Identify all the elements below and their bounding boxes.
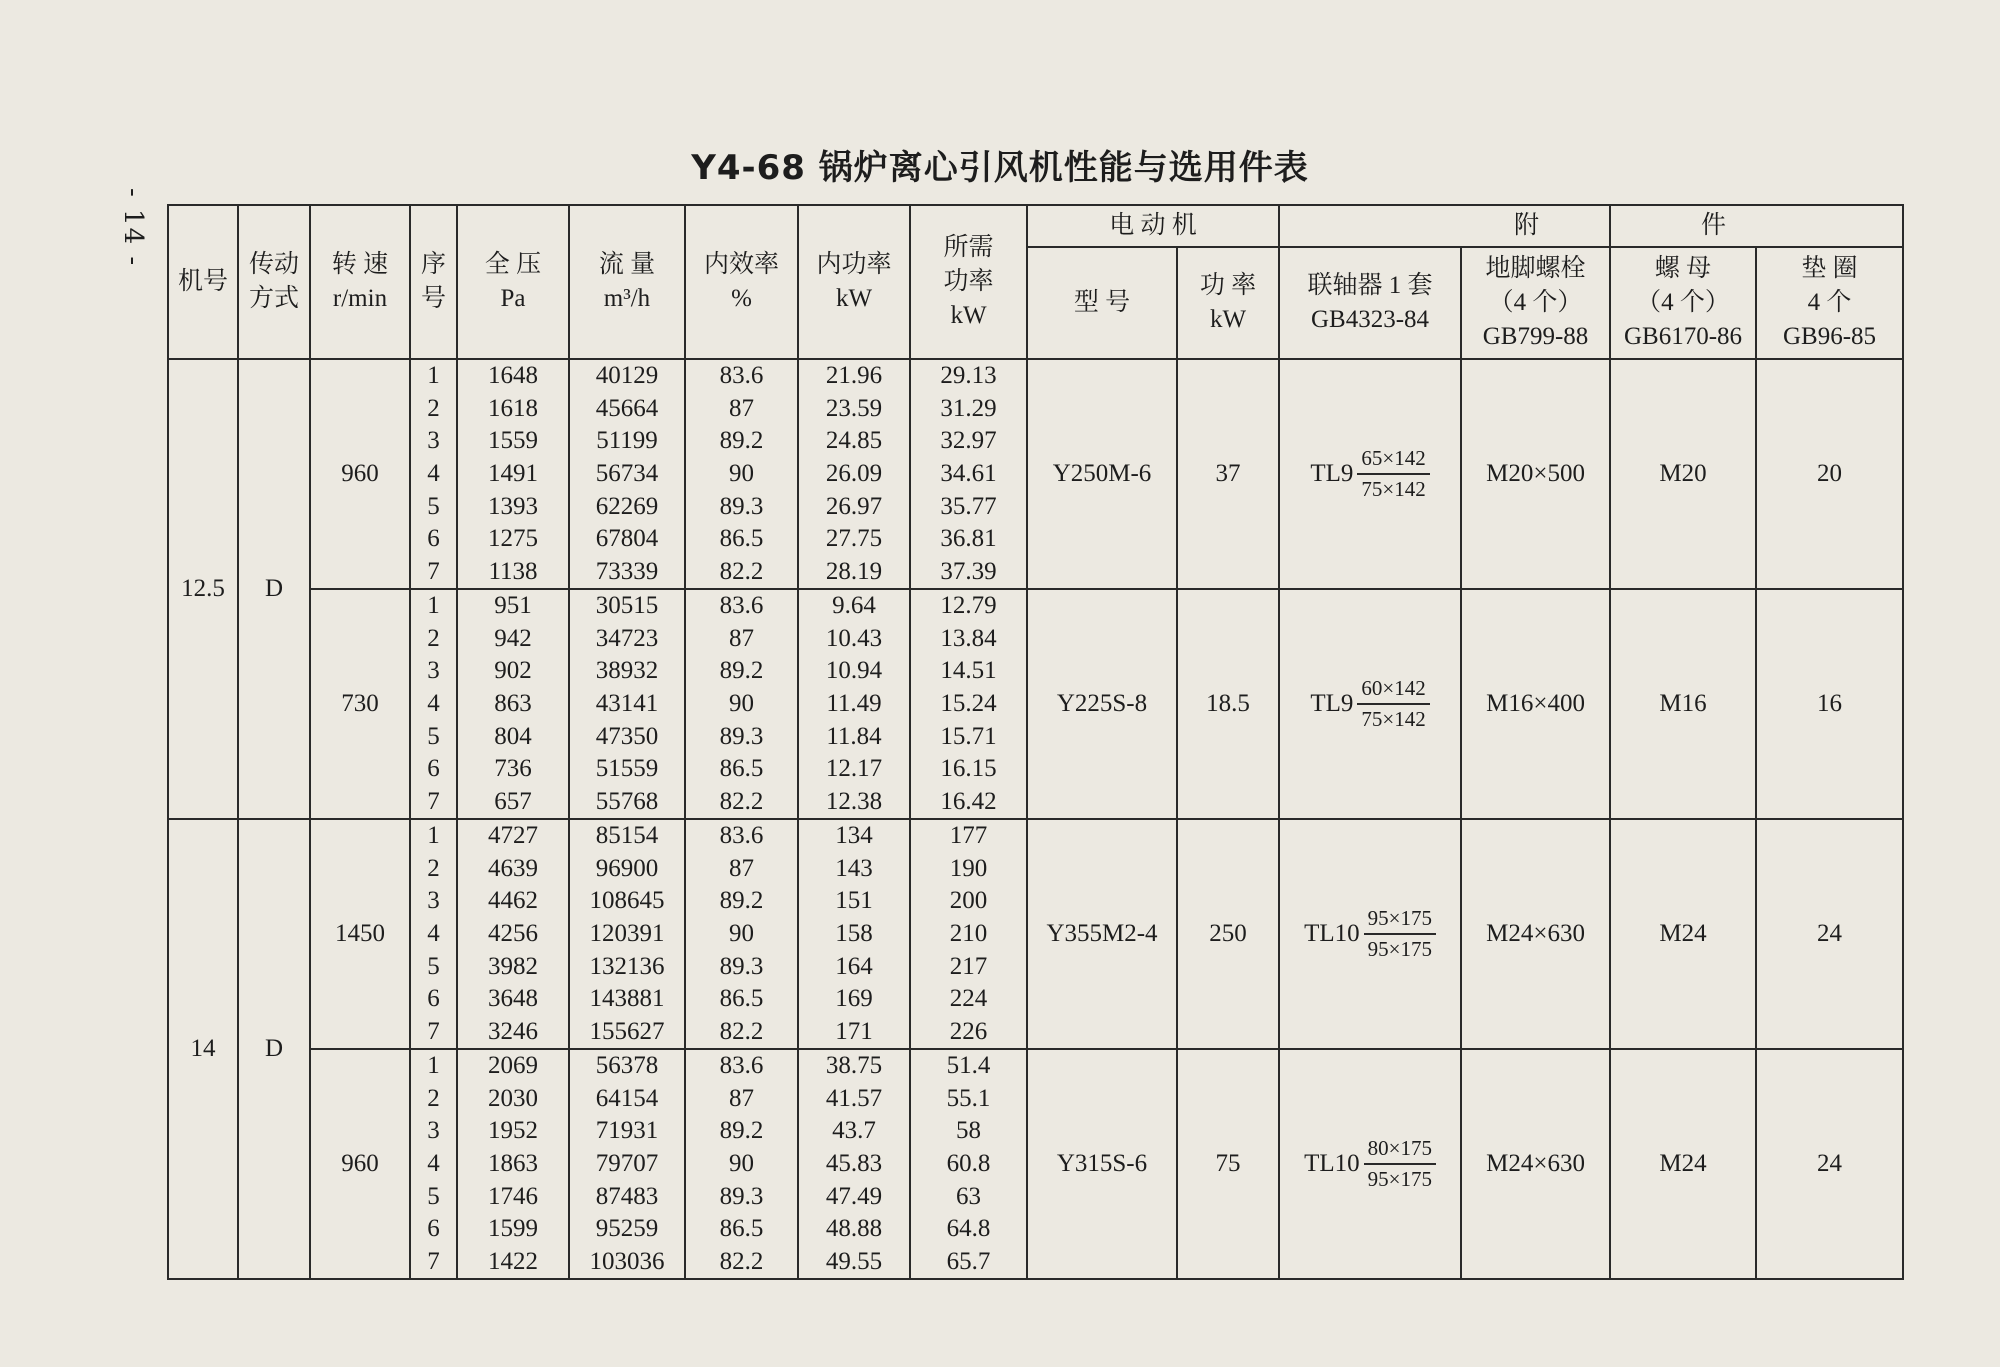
header-motor-power: 功 率 kW: [1177, 247, 1279, 359]
pressure-value: 3246: [488, 1017, 538, 1045]
speed-cell: 1450: [310, 819, 410, 1049]
efficiency-value: 87: [729, 624, 754, 652]
seq-value: 4: [427, 459, 440, 487]
nut: M20: [1610, 359, 1756, 589]
header-coupling: 联轴器 1 套 GB4323-84: [1279, 247, 1461, 359]
pressure-value: 863: [494, 689, 532, 717]
efficiency-value: 82.2: [719, 557, 764, 585]
seq-value: 2: [427, 854, 440, 882]
motor-power: 250: [1177, 819, 1279, 1049]
required-power-value: 34.61: [940, 459, 997, 487]
header-motor: 电 动 机: [1027, 205, 1279, 247]
inner-power-column: [798, 1049, 910, 1279]
inner-power-value: 11.84: [826, 722, 882, 750]
seq-value: 3: [427, 427, 440, 455]
flow-value: 45664: [595, 394, 659, 422]
flow-value: 55768: [595, 787, 659, 815]
flow-value: 64154: [595, 1084, 659, 1112]
efficiency-value: 90: [729, 459, 754, 487]
pressure-column: [457, 589, 569, 819]
inner-power-value: 11.49: [826, 689, 882, 717]
washer: 24: [1756, 819, 1903, 1049]
required-power-value: 55.1: [946, 1084, 991, 1112]
flow-column: [569, 589, 685, 819]
seq-column: [410, 1049, 457, 1279]
motor-model: Y315S-6: [1027, 1049, 1177, 1279]
pressure-value: 951: [494, 592, 532, 620]
flow-value: 85154: [595, 822, 659, 850]
flow-value: 47350: [595, 722, 659, 750]
coupling-type: TL9: [1310, 460, 1354, 487]
efficiency-value: 89.3: [719, 492, 764, 520]
flow-value: 34723: [595, 624, 659, 652]
pressure-value: 736: [494, 755, 532, 783]
header-speed: 转 速 r/min: [310, 205, 410, 359]
pressure-value: 1648: [488, 362, 538, 390]
inner-power-value: 27.75: [825, 525, 883, 553]
inner-power-column: [798, 819, 910, 1049]
pressure-value: 804: [494, 722, 532, 750]
required-power-value: 226: [949, 1017, 988, 1045]
flow-column: [569, 1049, 685, 1279]
inner-power-value: 143: [835, 854, 873, 882]
pressure-value: 657: [494, 787, 532, 815]
coupling-fraction: [1357, 676, 1429, 732]
coupling-fraction: [1364, 1136, 1436, 1192]
header-washer: 垫 圈 4 个 GB96-85: [1756, 247, 1903, 359]
flow-value: 30515: [595, 592, 659, 620]
anchor-bolt: M24×630: [1461, 819, 1610, 1049]
efficiency-value: 87: [729, 394, 754, 422]
anchor-bolt: M16×400: [1461, 589, 1610, 819]
efficiency-value: 90: [729, 689, 754, 717]
flow-value: 51559: [595, 755, 659, 783]
required-power-value: 64.8: [946, 1215, 991, 1243]
required-power-value: 58: [956, 1117, 981, 1145]
pressure-value: 1275: [488, 525, 538, 553]
pressure-value: 4462: [488, 887, 538, 915]
efficiency-value: 82.2: [719, 1247, 764, 1275]
pressure-value: 1599: [488, 1215, 538, 1243]
efficiency-column: [685, 819, 798, 1049]
pressure-column: [457, 1049, 569, 1279]
flow-value: 71931: [595, 1117, 659, 1145]
pressure-value: 1422: [488, 1247, 538, 1275]
flow-value: 79707: [595, 1149, 659, 1177]
required-power-value: 200: [949, 887, 988, 915]
inner-power-value: 47.49: [825, 1182, 883, 1210]
seq-value: 5: [427, 492, 440, 520]
motor-power: 75: [1177, 1049, 1279, 1279]
seq-value: 2: [427, 624, 440, 652]
flow-value: 87483: [595, 1182, 659, 1210]
drive-type: D: [238, 359, 310, 819]
header-seq: 序 号: [410, 205, 457, 359]
efficiency-value: 86.5: [719, 1215, 764, 1243]
required-power-value: 60.8: [946, 1149, 991, 1177]
pressure-value: 1138: [488, 557, 538, 585]
inner-power-value: 9.64: [832, 592, 876, 620]
inner-power-column: [798, 359, 910, 589]
header-inner-power: 内功率 kW: [798, 205, 910, 359]
efficiency-value: 87: [729, 1084, 754, 1112]
efficiency-value: 89.2: [719, 657, 764, 685]
required-power-value: 16.42: [940, 787, 997, 815]
seq-value: 1: [427, 822, 440, 850]
table-row: [168, 819, 1903, 1049]
coupling-spec: [1279, 1049, 1461, 1279]
required-power-value: 14.51: [940, 657, 997, 685]
washer: 20: [1756, 359, 1903, 589]
inner-power-column: [798, 589, 910, 819]
pressure-value: 1952: [488, 1117, 538, 1145]
coupling-type: TL9: [1310, 690, 1354, 717]
seq-value: 4: [427, 1149, 440, 1177]
machine-number: 12.5: [168, 359, 238, 819]
required-power-value: 51.4: [946, 1052, 991, 1080]
pressure-value: 3648: [488, 985, 538, 1013]
header-accessory-a: 附: [1279, 205, 1610, 247]
flow-value: 120391: [589, 919, 665, 947]
efficiency-value: 83.6: [719, 362, 764, 390]
coupling-numerator: 60×142: [1357, 676, 1429, 705]
nut: M24: [1610, 1049, 1756, 1279]
performance-table: [167, 204, 1904, 1280]
efficiency-value: 82.2: [719, 787, 764, 815]
coupling-spec: [1279, 359, 1461, 589]
required-power-value: 32.97: [940, 427, 997, 455]
washer: 24: [1756, 1049, 1903, 1279]
header-drive: 传动 方式: [238, 205, 310, 359]
table-row: [168, 359, 1903, 589]
coupling-type: TL10: [1304, 1150, 1360, 1177]
flow-value: 73339: [595, 557, 659, 585]
efficiency-column: [685, 359, 798, 589]
table-row: [168, 1049, 1903, 1279]
inner-power-value: 158: [835, 919, 873, 947]
header-pressure: 全 压 Pa: [457, 205, 569, 359]
seq-column: [410, 819, 457, 1049]
pressure-value: 1393: [488, 492, 538, 520]
seq-value: 6: [427, 755, 440, 783]
header-accessory-b: 件: [1610, 205, 1903, 247]
flow-value: 51199: [596, 427, 658, 455]
coupling-denominator: 75×142: [1361, 707, 1426, 731]
required-power-value: 16.15: [940, 755, 997, 783]
coupling-type: TL10: [1304, 920, 1360, 947]
seq-value: 4: [427, 689, 440, 717]
required-power-value: 15.24: [940, 689, 997, 717]
efficiency-value: 89.2: [719, 427, 764, 455]
efficiency-value: 87: [729, 854, 754, 882]
pressure-value: 1491: [488, 459, 538, 487]
inner-power-value: 12.38: [825, 787, 883, 815]
flow-value: 38932: [595, 657, 659, 685]
nut: M24: [1610, 819, 1756, 1049]
table-body: [168, 359, 1903, 1279]
header-anchor-bolt: 地脚螺栓 （4 个） GB799-88: [1461, 247, 1610, 359]
inner-power-value: 164: [835, 952, 873, 980]
pressure-column: [457, 819, 569, 1049]
efficiency-value: 90: [729, 1149, 754, 1177]
inner-power-value: 10.94: [825, 657, 883, 685]
inner-power-value: 45.83: [825, 1149, 883, 1177]
flow-value: 143881: [589, 985, 665, 1013]
coupling-spec: [1279, 819, 1461, 1049]
seq-value: 3: [427, 657, 440, 685]
seq-value: 3: [427, 887, 440, 915]
efficiency-value: 89.3: [719, 1182, 764, 1210]
required-power-value: 31.29: [940, 394, 997, 422]
motor-power: 37: [1177, 359, 1279, 589]
efficiency-value: 89.2: [719, 1117, 764, 1145]
required-power-value: 217: [949, 952, 988, 980]
pressure-value: 2030: [488, 1084, 538, 1112]
seq-value: 5: [427, 1182, 440, 1210]
seq-column: [410, 589, 457, 819]
inner-power-value: 38.75: [825, 1052, 883, 1080]
required-power-value: 37.39: [940, 557, 997, 585]
header-required-power: 所需 功率 kW: [910, 205, 1027, 359]
inner-power-value: 24.85: [825, 427, 883, 455]
required-power-column: [910, 589, 1027, 819]
seq-column: [410, 359, 457, 589]
required-power-value: 36.81: [940, 525, 997, 553]
flow-value: 108645: [589, 887, 665, 915]
required-power-value: 65.7: [946, 1247, 991, 1275]
inner-power-value: 171: [835, 1017, 873, 1045]
pressure-value: 1746: [488, 1182, 538, 1210]
inner-power-value: 43.7: [832, 1117, 876, 1145]
required-power-value: 35.77: [940, 492, 997, 520]
flow-value: 62269: [595, 492, 659, 520]
inner-power-value: 26.09: [825, 459, 883, 487]
motor-model: Y225S-8: [1027, 589, 1177, 819]
flow-value: 132136: [589, 952, 665, 980]
required-power-value: 210: [949, 919, 988, 947]
efficiency-column: [685, 589, 798, 819]
required-power-column: [910, 1049, 1027, 1279]
flow-value: 96900: [595, 854, 659, 882]
flow-value: 95259: [595, 1215, 659, 1243]
required-power-value: 177: [949, 822, 988, 850]
inner-power-value: 48.88: [825, 1215, 883, 1243]
flow-value: 103036: [589, 1247, 665, 1275]
header-machine-no: 机号: [168, 205, 238, 359]
anchor-bolt: M24×630: [1461, 1049, 1610, 1279]
seq-value: 6: [427, 1215, 440, 1243]
seq-value: 7: [427, 1017, 440, 1045]
required-power-value: 224: [949, 985, 988, 1013]
required-power-value: 15.71: [940, 722, 997, 750]
anchor-bolt: M20×500: [1461, 359, 1610, 589]
inner-power-value: 12.17: [825, 755, 883, 783]
pressure-value: 942: [494, 624, 532, 652]
seq-value: 1: [427, 1052, 440, 1080]
efficiency-value: 89.2: [719, 887, 764, 915]
flow-value: 56378: [595, 1052, 659, 1080]
header-flow: 流 量 m³/h: [569, 205, 685, 359]
header-motor-model: 型 号: [1027, 247, 1177, 359]
inner-power-value: 41.57: [825, 1084, 883, 1112]
speed-cell: 730: [310, 589, 410, 819]
efficiency-column: [685, 1049, 798, 1279]
inner-power-value: 21.96: [825, 362, 883, 390]
pressure-value: 902: [494, 657, 532, 685]
seq-value: 5: [427, 722, 440, 750]
seq-value: 7: [427, 1247, 440, 1275]
inner-power-value: 26.97: [825, 492, 883, 520]
motor-model: Y250M-6: [1027, 359, 1177, 589]
efficiency-value: 86.5: [719, 525, 764, 553]
efficiency-value: 86.5: [719, 755, 764, 783]
seq-value: 6: [427, 985, 440, 1013]
coupling-spec: [1279, 589, 1461, 819]
seq-value: 2: [427, 394, 440, 422]
coupling-fraction: [1364, 906, 1436, 962]
coupling-numerator: 95×175: [1364, 906, 1436, 935]
pressure-column: [457, 359, 569, 589]
pressure-value: 4727: [488, 822, 538, 850]
seq-value: 1: [427, 592, 440, 620]
machine-number: 14: [168, 819, 238, 1279]
washer: 16: [1756, 589, 1903, 819]
inner-power-value: 151: [835, 887, 873, 915]
efficiency-value: 82.2: [719, 1017, 764, 1045]
efficiency-value: 83.6: [719, 592, 764, 620]
header-efficiency: 内效率 %: [685, 205, 798, 359]
seq-value: 6: [427, 525, 440, 553]
nut: M16: [1610, 589, 1756, 819]
coupling-denominator: 95×175: [1367, 1167, 1432, 1191]
seq-value: 5: [427, 952, 440, 980]
coupling-denominator: 75×142: [1361, 477, 1426, 501]
pressure-value: 1863: [488, 1149, 538, 1177]
pressure-value: 2069: [488, 1052, 538, 1080]
flow-value: 43141: [595, 689, 659, 717]
flow-column: [569, 359, 685, 589]
required-power-column: [910, 819, 1027, 1049]
seq-value: 2: [427, 1084, 440, 1112]
inner-power-value: 49.55: [825, 1247, 883, 1275]
speed-cell: 960: [310, 359, 410, 589]
seq-value: 1: [427, 362, 440, 390]
inner-power-value: 134: [835, 822, 873, 850]
pressure-value: 4639: [488, 854, 538, 882]
page-title: Y4-68 锅炉离心引风机性能与选用件表: [691, 148, 1309, 188]
inner-power-value: 28.19: [825, 557, 883, 585]
page-number: - 14 -: [118, 188, 148, 268]
drive-type: D: [238, 819, 310, 1279]
coupling-numerator: 65×142: [1357, 446, 1429, 475]
flow-column: [569, 819, 685, 1049]
seq-value: 3: [427, 1117, 440, 1145]
coupling-fraction: [1357, 446, 1429, 502]
required-power-value: 29.13: [940, 362, 997, 390]
efficiency-value: 89.3: [719, 722, 764, 750]
efficiency-value: 86.5: [719, 985, 764, 1013]
required-power-value: 63: [956, 1182, 981, 1210]
efficiency-value: 83.6: [719, 822, 764, 850]
pressure-value: 1618: [488, 394, 538, 422]
pressure-value: 3982: [488, 952, 538, 980]
required-power-value: 190: [949, 854, 988, 882]
flow-value: 40129: [595, 362, 659, 390]
inner-power-value: 10.43: [825, 624, 883, 652]
inner-power-value: 23.59: [825, 394, 883, 422]
coupling-numerator: 80×175: [1364, 1136, 1436, 1165]
pressure-value: 4256: [488, 919, 538, 947]
required-power-value: 12.79: [940, 592, 997, 620]
speed-cell: 960: [310, 1049, 410, 1279]
flow-value: 67804: [595, 525, 659, 553]
efficiency-value: 90: [729, 919, 754, 947]
required-power-value: 13.84: [940, 624, 997, 652]
inner-power-value: 169: [835, 985, 873, 1013]
seq-value: 7: [427, 787, 440, 815]
coupling-denominator: 95×175: [1367, 937, 1432, 961]
header-nut: 螺 母 （4 个） GB6170-86: [1610, 247, 1756, 359]
efficiency-value: 89.3: [719, 952, 764, 980]
required-power-column: [910, 359, 1027, 589]
flow-value: 155627: [589, 1017, 665, 1045]
seq-value: 4: [427, 919, 440, 947]
motor-model: Y355M2-4: [1027, 819, 1177, 1049]
pressure-value: 1559: [488, 427, 538, 455]
motor-power: 18.5: [1177, 589, 1279, 819]
efficiency-value: 83.6: [719, 1052, 764, 1080]
flow-value: 56734: [595, 459, 659, 487]
seq-value: 7: [427, 557, 440, 585]
table-row: [168, 589, 1903, 819]
